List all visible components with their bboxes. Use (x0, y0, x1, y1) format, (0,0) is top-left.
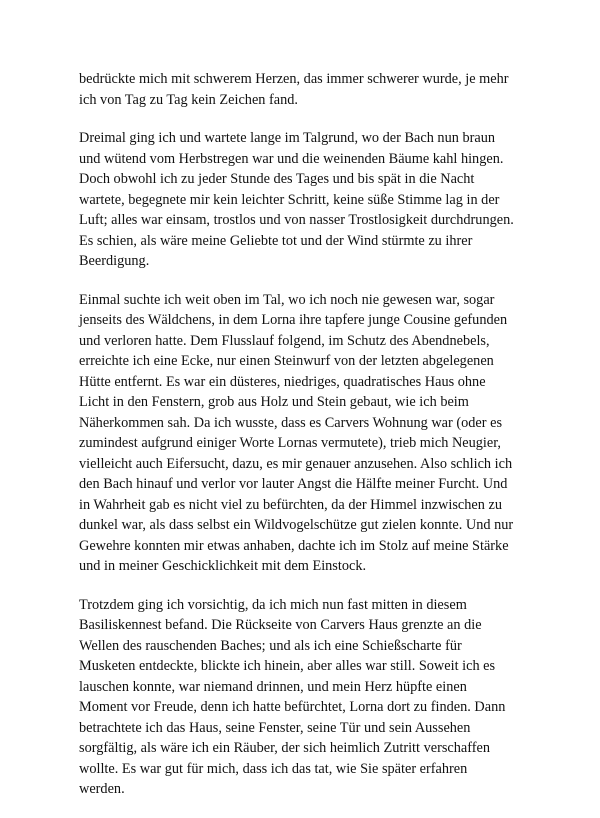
paragraph (79, 290, 539, 577)
body-text (79, 69, 539, 818)
text-line: Moment vor Freude, denn ich hatte befürchtet, Lorna dort zu finden. Dann (79, 699, 506, 715)
text-line: Näherkommen sah. Da ich wusste, dass es Carvers Wohnung war (oder es (79, 414, 503, 431)
text-line: Basiliskennest befand. Die Rückseite von Carvers Haus grenzte an die (79, 617, 482, 633)
text-line: Dreimal ging ich und wartete lange im Talgrund, wo der Bach nun braun (79, 130, 496, 146)
text-line: wartete, begegnete mir kein leichter Schritt, keine süße Stimme lag in der (79, 191, 500, 208)
text-line: dunkel war, als dass selbst ein Wildvogelschütze gut zielen konnte. Und nur (79, 517, 514, 533)
text-line: sorgfältig, als wäre ich ein Räuber, der sich heimlich Zutritt verschaffen (79, 740, 490, 756)
text-line: Wellen des rauschenden Baches; und als ich eine Schießscharte für (79, 637, 462, 654)
text-line: Luft; alles war einsam, trostlos und von nasser Trostlosigkeit durchdrungen. (79, 212, 514, 228)
paragraph (79, 595, 539, 800)
text-line: Hütte entfernt. Es war ein düsteres, niedriges, quadratisches Haus ohne (79, 373, 486, 390)
text-line: und verloren hatte. Dem Flusslauf folgend, im Schutz des Abendnebels, (79, 332, 490, 349)
text-line: bedrückte mich mit schwerem Herzen, das immer schwerer wurde, je mehr (79, 71, 509, 87)
paragraph (79, 69, 539, 110)
text-line: in Wahrheit gab es nicht viel zu befürchten, da der Himmel inzwischen zu (79, 496, 502, 513)
text-line: den Bach hinauf und verlor vor lauter Angst die Hälfte meiner Furcht. Und (79, 476, 508, 492)
text-line: Licht in den Fenstern, grob aus Holz und Stein gebaut, wie ich beim (79, 394, 469, 410)
text-line: jenseits des Wäldchens, in dem Lorna ihre tapfere junge Cousine gefunden (79, 312, 508, 328)
text-line: vielleicht auch Eifersucht, dazu, es mir genauer anzusehen. Also schlich ich (79, 455, 513, 472)
text-line: Einmal suchte ich weit oben im Tal, wo ich noch nie gewesen war, sogar (79, 291, 495, 308)
text-line: wollte. Es war gut für mich, dass ich das tat, wie Sie später erfahren (79, 760, 468, 777)
text-line: Beerdigung. (79, 253, 150, 269)
text-line: Es schien, als wäre meine Geliebte tot und der Wind stürmte zu ihrer (79, 232, 473, 249)
text-line: ich von Tag zu Tag kein Zeichen fand. (79, 91, 298, 108)
text-line: und in meiner Geschicklichkeit mit dem Einstock. (79, 558, 367, 574)
text-line: Doch obwohl ich zu jeder Stunde des Tages und bis spät in die Nacht (79, 171, 475, 187)
text-line: Musketen entdeckte, blickte ich hinein, aber alles war still. Soweit ich es (79, 658, 496, 674)
text-line: lauschen konnte, war niemand drinnen, und mein Herz hüpfte einen (79, 678, 467, 695)
text-line: betrachtete ich das Haus, seine Fenster, seine Tür und sein Aussehen (79, 719, 471, 736)
text-line: Trotzdem ging ich vorsichtig, da ich mich nun fast mitten in diesem (79, 596, 467, 613)
text-line: erreichte ich eine Ecke, nur einen Steinwurf von der letzten abgelegenen (79, 353, 494, 369)
text-line: Gewehre konnten mir etwas anhaben, dachte ich im Stolz auf meine Stärke (79, 537, 509, 554)
text-line: und wütend vom Herbstregen war und die weinenden Bäume kahl hingen. (79, 150, 504, 167)
text-line: zumindest aufgrund einiger Worte Lornas vermutete), trieb mich Neugier, (79, 435, 502, 451)
text-line: werden. (79, 781, 125, 797)
paragraph (79, 128, 539, 272)
